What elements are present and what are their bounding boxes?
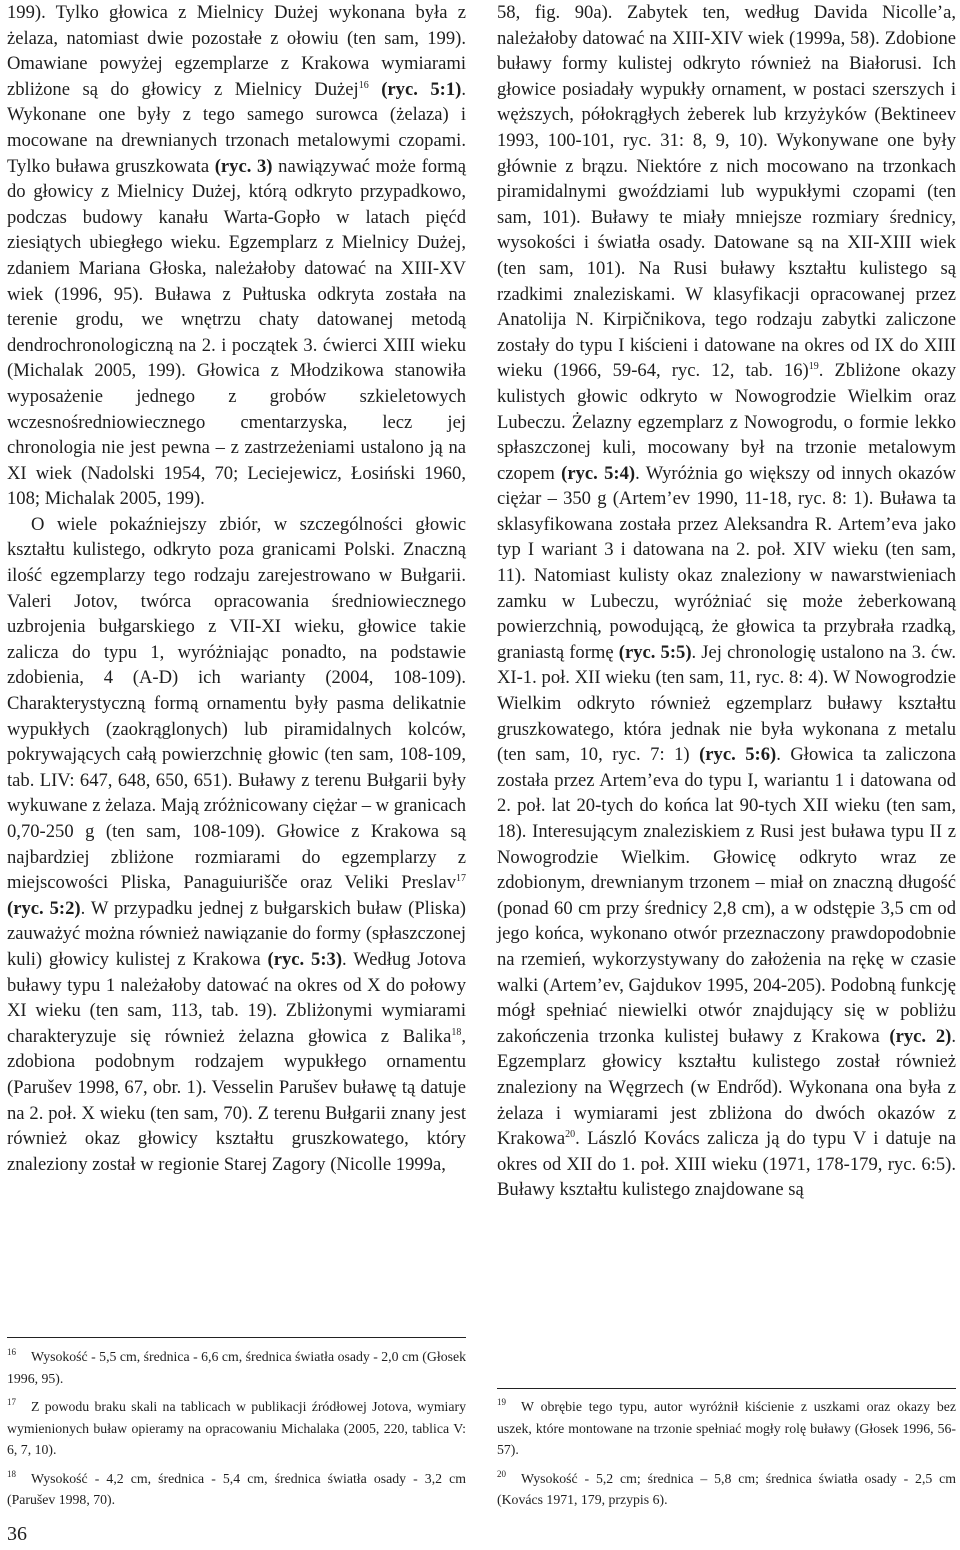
paragraph (7, 0, 466, 512)
figure-ref: (ryc. 5:6) (699, 744, 777, 766)
footnote-text: Wysokość - 5,2 cm; średnica – 5,8 cm; średnica światła osady - 2,5 cm (Kovács 1971, 179, przypis 6). (497, 1470, 956, 1507)
figure-ref: (ryc. 3) (214, 155, 273, 177)
footnote-ref: 18 (451, 1026, 462, 1038)
text-run: . Głowica ta zaliczona została przez Artem’eva do typu I, wariantu 1 i datowana od 2. poł. lat 20-tych do końca lat 90-tych XII wieku (ten sam, 18). Interesującym znaleziskiem z Rusi jest buława typu II z Nowogrodzie Wielkim. Głowicę odkryto wraz ze zdobionym, drewnianym trzonem – miał on znaczną długość (ponad 60 cm przy średnicy 2,8 cm), a w odstępie 3,5 cm od jego końca, wykonano otwór przeznaczony prawdopodobnie na rzemień, wykorzystywany do założenia na rękę w czasie walki (Artem’ev, Gajdukov 1995, 204-205). Podobną funkcję mógł spełniać niewielki otwór znajdujący się w pobliżu zakończenia trzonka kulistej buławy z Krakowa (497, 744, 956, 1047)
footnote: $^{16}$ Wysokość - 5,5 cm, średnica - 6,6 cm, średnica światła osady - 2,0 cm (Głosek 1996, 95). (7, 1347, 466, 1386)
figure-ref: (ryc. 5:2) (7, 897, 81, 919)
footnote-text: Wysokość - 5,5 cm, średnica - 6,6 cm, średnica światła osady - 2,0 cm (Głosek 1996, 95). (7, 1349, 466, 1386)
right-body-text (497, 0, 956, 1203)
paragraph (7, 512, 466, 1177)
left-footnote-rule (7, 1337, 466, 1338)
right-column (497, 0, 956, 1203)
left-body-text (7, 0, 466, 1177)
text-run: 199). Tylko głowica z Mielnicy Dużej wykonana była z żelaza, natomiast dwie pozostałe z ołowiu (ten sam, 199). Omawiane powyżej egzemplarze z Krakowa wymiarami zbliżone są do głowicy z Mielnicy Dużej (7, 2, 466, 100)
right-footnote-rule (497, 1388, 956, 1389)
footnote: $^{19}$ W obrębie tego typu, autor wyróżnił kiścienie z uszkami oraz okazy bez uszek, które montowane na trzonie spełniać mogły rolę buławy (Głosek 1996, 56-57). (497, 1397, 956, 1457)
footnote-ref: 19 (808, 361, 819, 373)
footnote: $^{17}$ Z powodu braku skali na tablicach w publikacji źródłowej Jotova, wymiary wymienionych buław opieramy na opracowaniu Michalaka (2005, 220, tablica V: 6, 7, 10). (7, 1397, 466, 1457)
figure-ref: (ryc. 2) (889, 1025, 952, 1047)
text-run: . W przypadku jednej z bułgarskich buław (Pliska) zauważyć można również nawiązanie do formy (spłaszczonej kuli) głowicy kulistej z Krakowa (7, 897, 466, 970)
footnote-ref: 20 (565, 1128, 576, 1140)
left-footnotes (7, 1346, 466, 1518)
footnote-ref: 16 (358, 79, 369, 91)
footnote-ref: 17 (456, 873, 466, 884)
text-run: . Wyróżnia go większy od innych okazów ciężar – 350 g (Artem’ev 1990, 11-18, ryc. 8: 1). Buława ta sklasyfikowana została przez Aleksandra R. Artem’eva jako typ I wariant 3 i datowana na 2. poł. XIV wieku (ten sam, 11). Natomiast kulisty okaz znaleziony w nawarstwieniach zamku w Lubeczu, wyróżniać się może żeberkowaną powierzchnią, powodującą, że głowica ta przybrała rzadką, graniastą formę (497, 462, 956, 663)
text-run: . László Kovács zalicza ją do typu V i datuje na okres od XII do 1. poł. XIII wieku (1971, 178-179, ryc. 6:5). Buławy kształtu kulistego znajdowane są (497, 1128, 956, 1201)
text-run: . Jej chronologię ustalono na 3. ćw. XI-1. poł. XII wieku (ten sam, 11, ryc. 8: 4). W Nowogrodzie Wielkim odkryto również egzemplarz buławy kształtu gruszkowatego, która jednak nie była wykonana z metalu (ten sam, 10, ryc. 7: 1) (497, 641, 956, 766)
footnote: $^{20}$ Wysokość - 5,2 cm; średnica – 5,8 cm; średnica światła osady - 2,5 cm (Kovács 1971, 179, przypis 6). (497, 1468, 956, 1507)
figure-ref: (ryc. 5:5) (618, 641, 692, 663)
text-run: . Według Jotova buławy typu 1 należałoby datować na okres od X do połowy XI wieku (ten sam, 113, tab. 19). Zbliżonymi wymiarami charakteryzuje się również żelazna głowica z Balika (7, 948, 466, 1047)
figure-ref: (ryc. 5:1) (381, 78, 462, 100)
figure-ref: (ryc. 5:4) (561, 462, 636, 484)
text-run: . Zbliżone okazy kulistych głowic odkryto w Nowogrodzie Wielkim oraz Lubeczu. Żelazny egzemplarz z Nowogrodu, o formie lekko spłaszczonej kuli, mocowany był na trzonie metalowym czopem (497, 360, 956, 484)
footnote-text: Wysokość - 4,2 cm, średnica - 5,4 cm, średnica światła osady - 3,2 cm (Parušev 1998, 70). (7, 1470, 466, 1507)
text-run (369, 79, 382, 100)
text-run: 58, fig. 90a). Zabytek ten, według Davida Nicolle’a, należałoby datować na XIII-XIV wiek (1999a, 58). Zdobione buławy formy kulistej odkryto również na Białorusi. Ich głowice posiadały wypukły ornament, w postaci szerszych i węższych, półokrągłych żeberek lub krzyżyków (Bektineev 1993, 100-101, ryc. 31: 8, 9, 10). Wykonywane one były głównie z brązu. Niektóre z nich mocowano na trzonkach piramidalnymi gwoździami lub wypukłymi czopami (ten sam, 101). Buławy te miały mniejsze rozmiary średnicy, wysokości i światła osady. Datowane są na XII-XIII wiek (ten sam, 101). Na Rusi buławy kształtu kulistego są rzadkimi znaleziskami. W klasyfikacji opracowanej przez Anatolija N. Kirpičnikova, tego rodzaju zabytki zaliczone zostały do typu I kiścieni i datowane na okres od IX do XIII wieku (1966, 59-64, ryc. 12, tab. 16) (497, 2, 956, 382)
footnote-text: Z powodu braku skali na tablicach w publikacji źródłowej Jotova, wymiary wymienionych buław opieramy na opracowaniu Michalaka (2005, 220, tablica V: 6, 7, 10). (7, 1399, 466, 1457)
figure-ref: (ryc. 5:3) (267, 948, 343, 970)
text-run: O wiele pokaźniejszy zbiór, w szczególności głowic kształtu kulistego, odkryto poza granicami Polski. Znaczną ilość egzemplarzy tego rodzaju zarejestrowano w Bułgarii. Valeri Jotov, twórca opracowania średniowiecznego uzbrojenia bułgarskiego z VII-XI wieku, głowice takie zalicza do typu 1, wyróżniając ponadto, na podstawie zdobienia, 4 (A-D) ich warianty (2004, 108-109). Charakterystyczną formą ornamentu były pasma delikatnie wypukłych (zaokrąglonych) lub piramidalnych kolców, pokrywających całą powierzchnię głowic (ten sam, 108-109, tab. LIV: 647, 648, 650, 651). Buławy z terenu Bułgarii były wykuwane z żelaza. Mają zróżnicowany ciężar – w granicach 0,70-250 g (ten sam, 108-109). Głowice z Krakowa są najbardziej zbliżone rozmiarami do egzemplarzy z miejscowości Pliska, Panaguiurišče oraz Veliki Preslav (7, 513, 466, 894)
right-footnotes (497, 1396, 956, 1518)
paragraph (497, 0, 956, 1203)
footnote-text: W obrębie tego typu, autor wyróżnił kiścienie z uszkami oraz okazy bez uszek, które montowane na trzonie spełniać mogły rolę buławy (Głosek 1996, 56-57). (497, 1399, 956, 1457)
text-run: . Wykonane one były z tego samego surowca (żelaza) i mocowane na drewnianych trzonach metalowymi czopami. Tylko buława gruszkowata (7, 78, 466, 177)
page-number: 36 (7, 1523, 27, 1545)
text-run: , zdobiona podobnym rodzajem wypukłego ornamentu (Parušev 1998, 67, obr. 1). Vesselin Parušev buławę tą datuje na 2. poł. X wieku (ten sam, 70). Z terenu Bułgarii znany jest również okaz głowicy kształtu gruszkowatego, który znaleziony został w regionie Starej Zagory (Nicolle 1999a, (7, 1025, 466, 1175)
text-run: nawiązywać może formą do głowicy z Mielnicy Dużej, którą odkryto przypadkowo, podczas budowy kanału Warta-Gopło w latach pięćd ziesiątych ubiegłego wieku. Egzemplarz z Mielnicy Dużej, zdaniem Mariana Głoska, należałoby datować na XIII-XV wiek (1996, 95). Buława z Pułtuska odkryta została na terenie grodu, we wnętrzu chaty datowanej metodą dendrochronologiczną na 2. i początek 3. ćwierci XIII wieku (Michalak 2005, 199). Głowica z Młodzikowa stanowiła wyposażenie jednego z grobów szkieletowych wczesnośredniowiecznego cmentarzyska, lecz jej chronologia nie jest pewna – z zastrzeżeniami ustalono ją na XI wiek (Nadolski 1954, 70; Leciejewicz, Łosiński 1960, 108; Michalak 2005, 199). (7, 155, 466, 510)
footnote: $^{18}$ Wysokość - 4,2 cm, średnica - 5,4 cm, średnica światła osady - 3,2 cm (Parušev 1998, 70). (7, 1468, 466, 1507)
left-column (7, 0, 466, 1177)
text-run: . Egzemplarz głowicy kształtu kulistego został również znaleziony na Węgrzech (w Endrőd). Wykonana ona była z żelaza i wymiarami jest zbliżona do dwóch okazów z Krakowa (497, 1025, 956, 1150)
